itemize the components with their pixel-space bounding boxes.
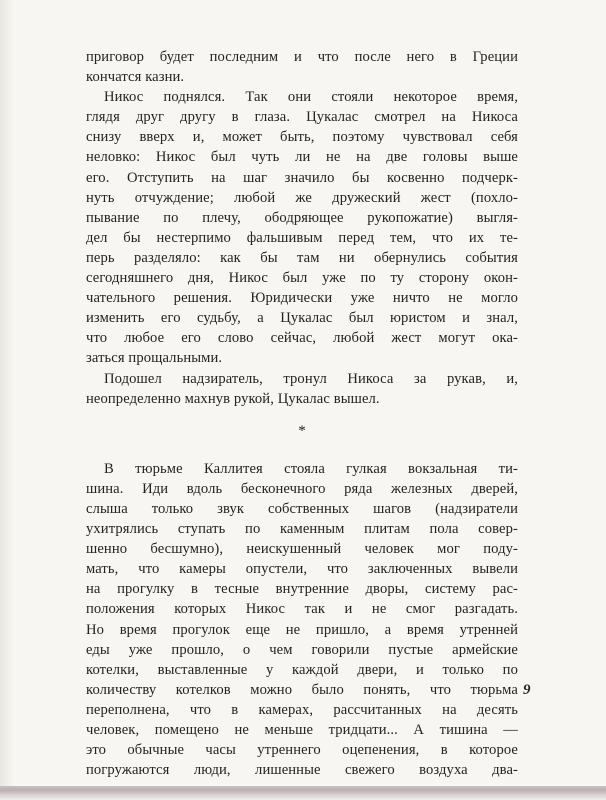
text-line: кончатся казни.	[86, 69, 185, 86]
paragraph-3	[86, 369, 518, 409]
text-line: приговор будет последним и что после него в Греции	[86, 49, 518, 65]
paragraph-2	[86, 87, 518, 368]
text-line: погружаются люди, лишенные свежего воздуха два-	[86, 762, 518, 779]
text-line: шина. Иди вдоль бесконечного ряда железных дверей,	[86, 480, 518, 497]
text-line: пывание по плечу, ободряющее рукопожатие) выгля-	[86, 209, 518, 226]
text-line: слыша только звук собственных шагов (надзиратели	[86, 500, 518, 517]
text-line: изменить его судьбу, а Цукалас был юристом и знал,	[86, 310, 518, 327]
text-line: неловко: Никос был чуть ли не на две головы выше	[86, 149, 518, 166]
text-line: глядя друг другу в глаза. Цукалас смотрел на Никоса	[86, 109, 518, 126]
text-line: котелки, выставленные у каждой двери, и только по	[86, 661, 518, 678]
text-line: сегодняшнего дня, Никос был уже по ту сторону окон-	[86, 270, 518, 287]
text-line: это обычные часы утреннего оцепенения, в которое	[86, 742, 518, 759]
page-number: 9	[523, 682, 531, 698]
text-line: нуть отчуждение; любой же дружеский жест (похло-	[86, 189, 518, 206]
section-separator: *	[298, 422, 306, 439]
text-line: количеству котелков можно было понять, что тюрьма	[86, 681, 518, 698]
text-line: чательного решения. Юридически уже ничто не могло	[86, 290, 518, 307]
text-line: его. Отступить на шаг значило бы косвенно подчерк-	[86, 169, 518, 186]
text-line: дел бы нестерпимо фальшивым перед тем, что их те-	[86, 229, 518, 246]
text-line: человек, помещено не меньше тридцати... А тишина —	[86, 722, 518, 738]
paragraph-4	[86, 459, 518, 781]
text-line: перь разделяло: как бы там ни обернулись события	[86, 249, 518, 266]
text-line: положения которых Никос так и не смог разгадать.	[86, 601, 518, 618]
page-text	[86, 47, 518, 780]
text-line: Никос поднялся. Так они стояли некоторое время,	[104, 89, 518, 106]
text-line: ухитрялись ступать по каменным плитам пола совер-	[86, 521, 518, 538]
text-line: снизу вверх и, может быть, поэтому чувствовал себя	[86, 129, 518, 146]
text-line: Но время прогулок еще не пришло, а время утренней	[86, 621, 518, 638]
text-line: неопределенно махнув рукой, Цукалас вышел.	[86, 390, 380, 407]
page-bottom-edge	[0, 786, 606, 800]
text-line: мать, что камеры опустели, что заключенных вывели	[86, 561, 518, 578]
text-line: заться прощальными.	[86, 350, 223, 367]
text-line: Подошел надзиратель, тронул Никоса за рукав, и,	[104, 370, 518, 387]
text-line: В тюрьме Каллитея стояла гулкая вокзальная ти-	[104, 460, 518, 477]
text-line: на прогулку в тесные внутренние дворы, систему рас-	[86, 581, 518, 598]
text-line: переполнена, что в камерах, рассчитанных на десять	[86, 701, 518, 718]
text-line: еды уже прошло, о чем говорили пустые армейские	[86, 641, 518, 658]
text-line: что любое его слово сейчас, любой жест могут ока-	[86, 330, 518, 347]
text-line: шенно бесшумно), неискушенный человек мог поду-	[86, 541, 518, 558]
paragraph-1	[86, 47, 518, 87]
